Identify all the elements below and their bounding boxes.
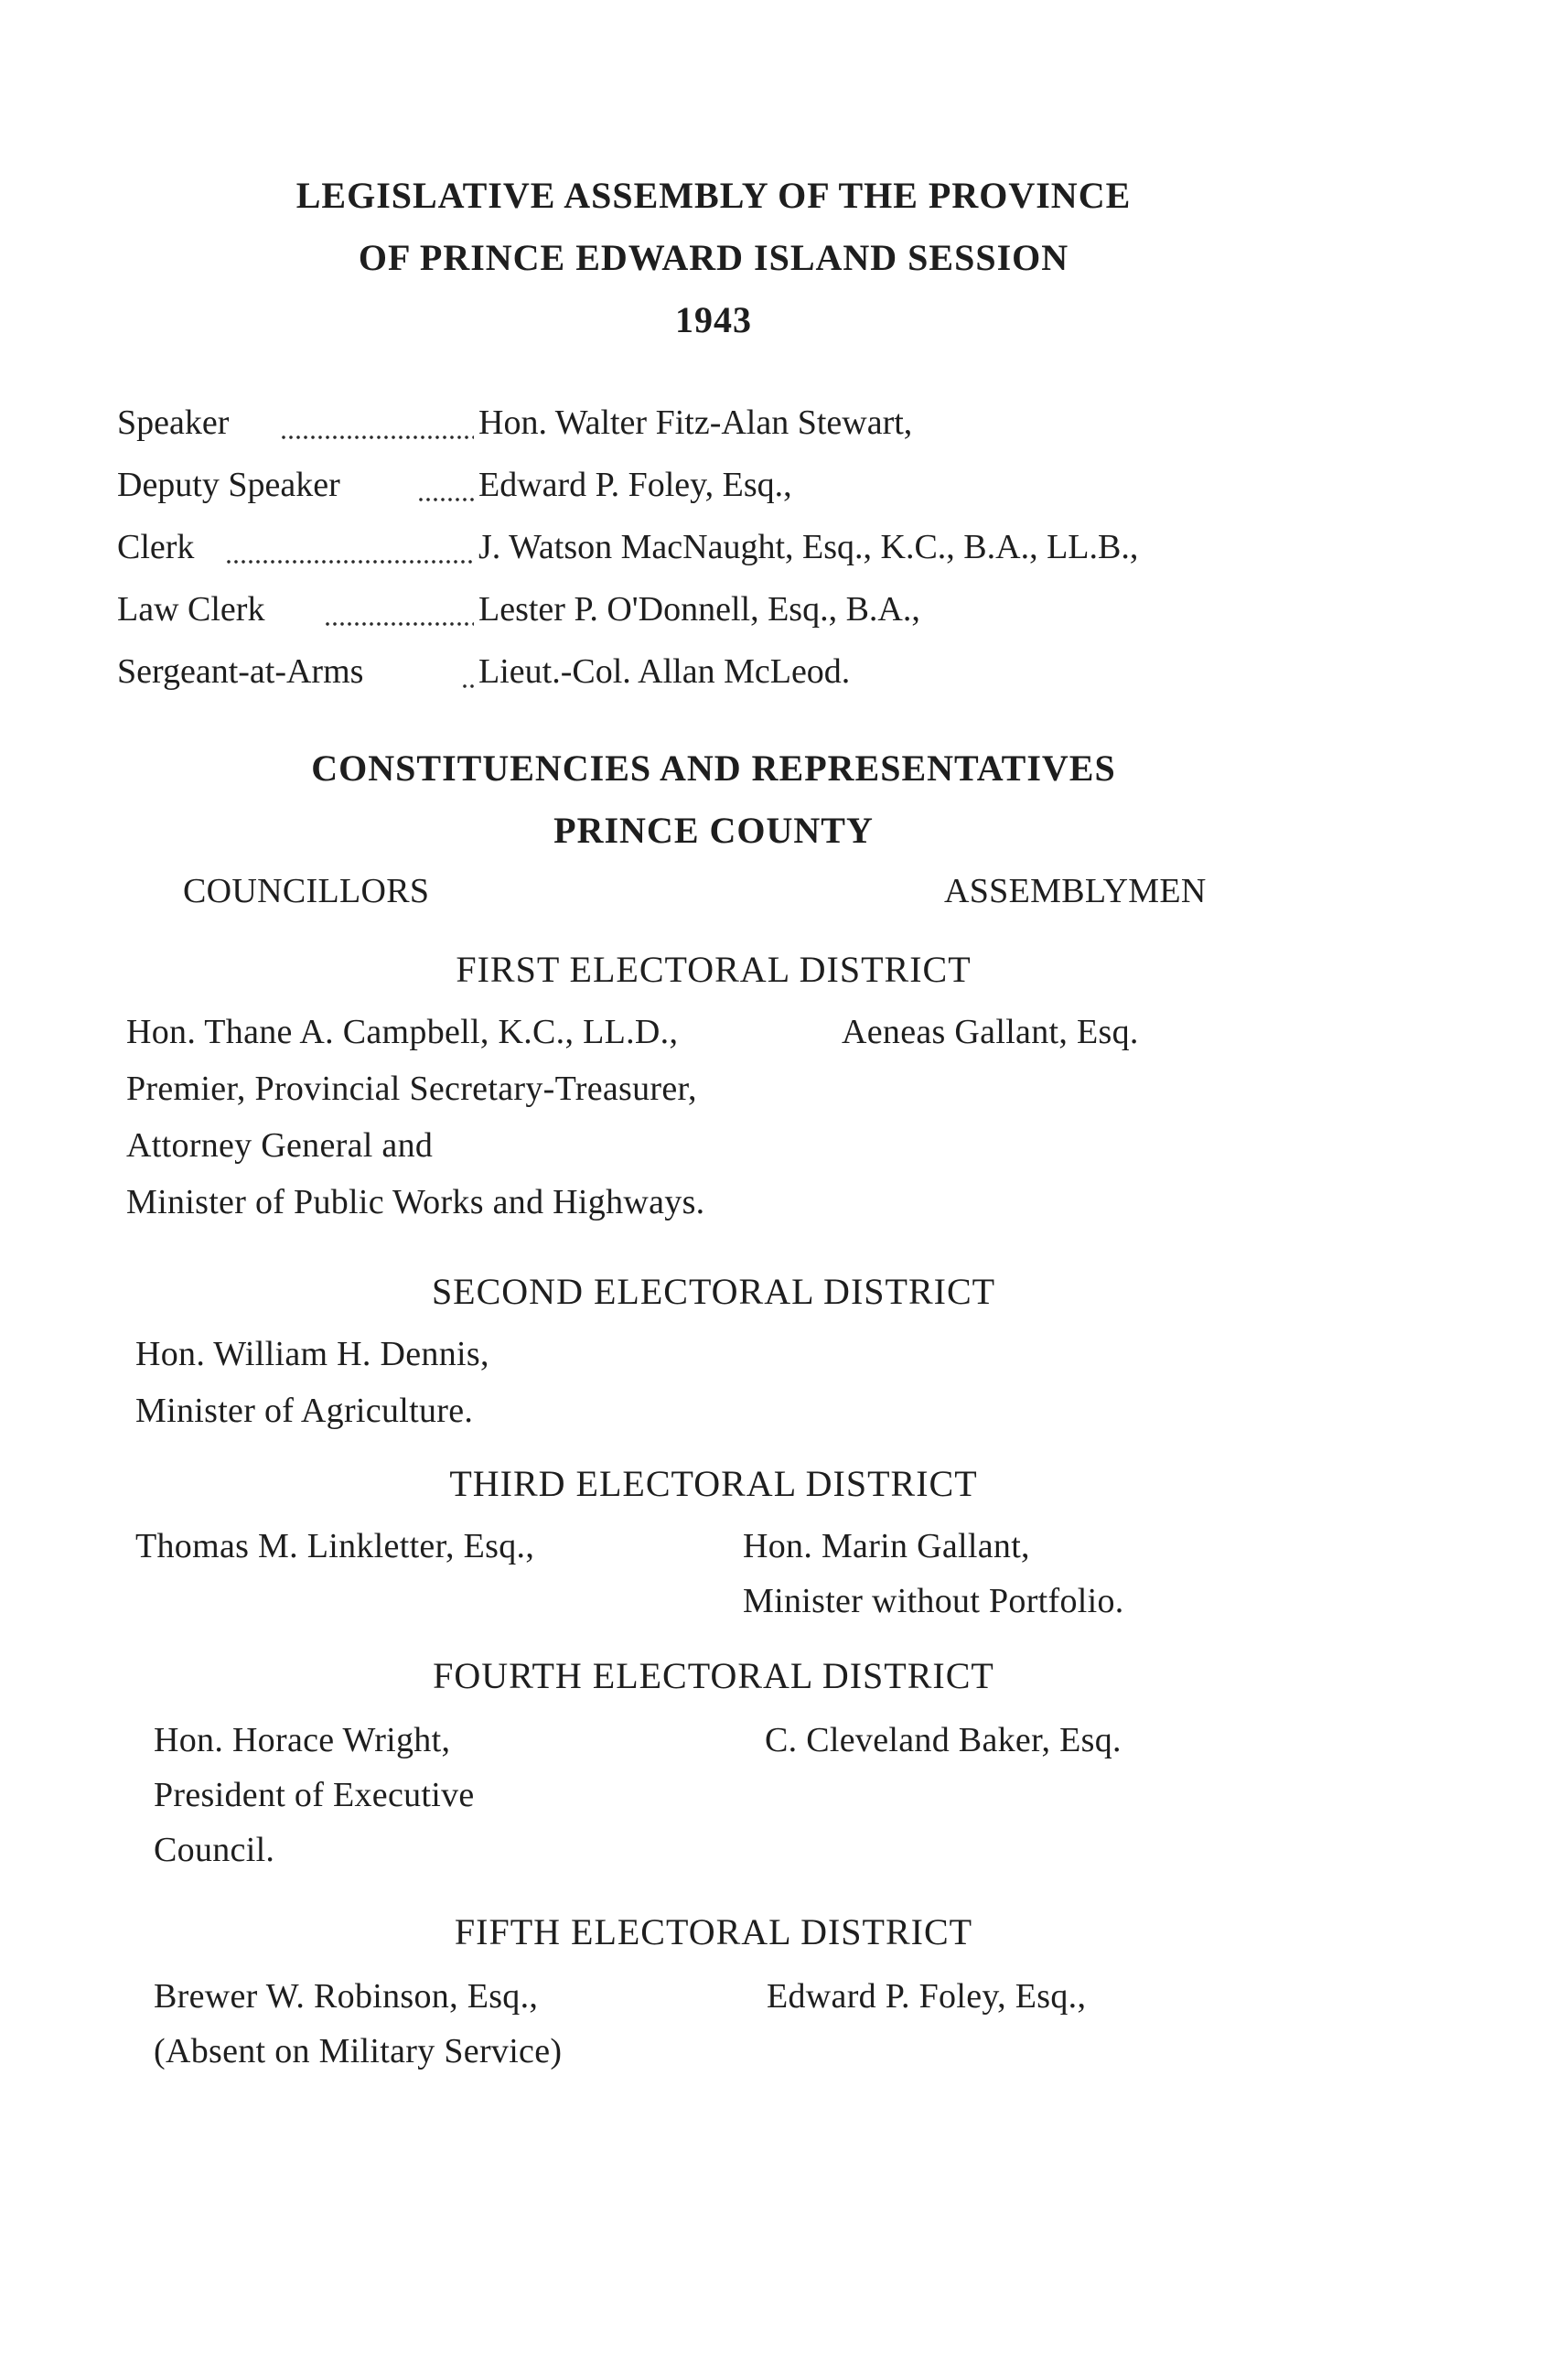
district-title: FIRST ELECTORAL DISTRICT [456, 949, 972, 990]
assemblyman-line: Minister without Portfolio. [743, 1582, 1124, 1620]
officer-name: Hon. Walter Fitz-Alan Stewart, [478, 403, 913, 442]
dot-leader [461, 662, 474, 690]
councillor-line: Attorney General and [126, 1126, 434, 1165]
councillor-line: Minister of Public Works and Highways. [126, 1183, 705, 1221]
assemblyman-line: Hon. Marin Gallant, [743, 1527, 1030, 1565]
officer-row-law-clerk [117, 589, 1416, 635]
heading-line-2: OF PRINCE EDWARD ISLAND SESSION [358, 237, 1069, 278]
officer-row-deputy-speaker [117, 465, 1416, 511]
officer-role: Clerk [117, 528, 195, 566]
officer-name: Lester P. O'Donnell, Esq., B.A., [478, 590, 920, 629]
officer-role: Law Clerk [117, 590, 265, 629]
councillor-line: Hon. Thane A. Campbell, K.C., LL.D., [126, 1013, 679, 1051]
officer-name: Lieut.-Col. Allan McLeod. [478, 652, 851, 691]
county-title: PRINCE COUNTY [553, 810, 874, 851]
district-title: THIRD ELECTORAL DISTRICT [449, 1463, 978, 1504]
officer-name: Edward P. Foley, Esq., [478, 466, 792, 504]
assemblyman-line: C. Cleveland Baker, Esq. [765, 1721, 1122, 1759]
councillor-line: Minister of Agriculture. [135, 1392, 474, 1430]
officer-name: J. Watson MacNaught, Esq., K.C., B.A., LL.B., [478, 528, 1139, 566]
councillor-line: Hon. William H. Dennis, [135, 1335, 489, 1373]
district-title: FOURTH ELECTORAL DISTRICT [433, 1655, 994, 1696]
column-header-assemblymen: ASSEMBLYMEN [944, 872, 1207, 910]
councillor-line: Hon. Horace Wright, [154, 1721, 451, 1759]
dot-leader [225, 538, 474, 565]
officer-row-speaker [117, 403, 1416, 448]
assemblyman-line: Edward P. Foley, Esq., [767, 1977, 1087, 2016]
heading-year: 1943 [675, 299, 752, 340]
councillor-line: (Absent on Military Service) [154, 2032, 563, 2070]
officer-role: Speaker [117, 403, 230, 442]
column-header-councillors: COUNCILLORS [183, 872, 430, 910]
heading-line-1: LEGISLATIVE ASSEMBLY OF THE PROVINCE [295, 175, 1132, 216]
officer-role: Sergeant-at-Arms [117, 652, 364, 691]
dot-leader [280, 414, 474, 441]
dot-leader [417, 476, 474, 503]
councillor-line: Premier, Provincial Secretary-Treasurer, [126, 1070, 697, 1108]
councillor-line: President of Executive [154, 1776, 475, 1814]
district-title: FIFTH ELECTORAL DISTRICT [454, 1911, 973, 1952]
officer-row-sergeant-at-arms [117, 651, 1416, 697]
officer-role: Deputy Speaker [117, 466, 340, 504]
officer-row-clerk [117, 527, 1416, 573]
councillor-line: Council. [154, 1831, 275, 1869]
assemblyman-line: Aeneas Gallant, Esq. [842, 1013, 1139, 1051]
section-title: CONSTITUENCIES AND REPRESENTATIVES [311, 747, 1116, 789]
dot-leader [324, 600, 474, 628]
councillor-line: Brewer W. Robinson, Esq., [154, 1977, 539, 2016]
councillor-line: Thomas M. Linkletter, Esq., [135, 1527, 535, 1565]
district-title: SECOND ELECTORAL DISTRICT [431, 1271, 996, 1312]
